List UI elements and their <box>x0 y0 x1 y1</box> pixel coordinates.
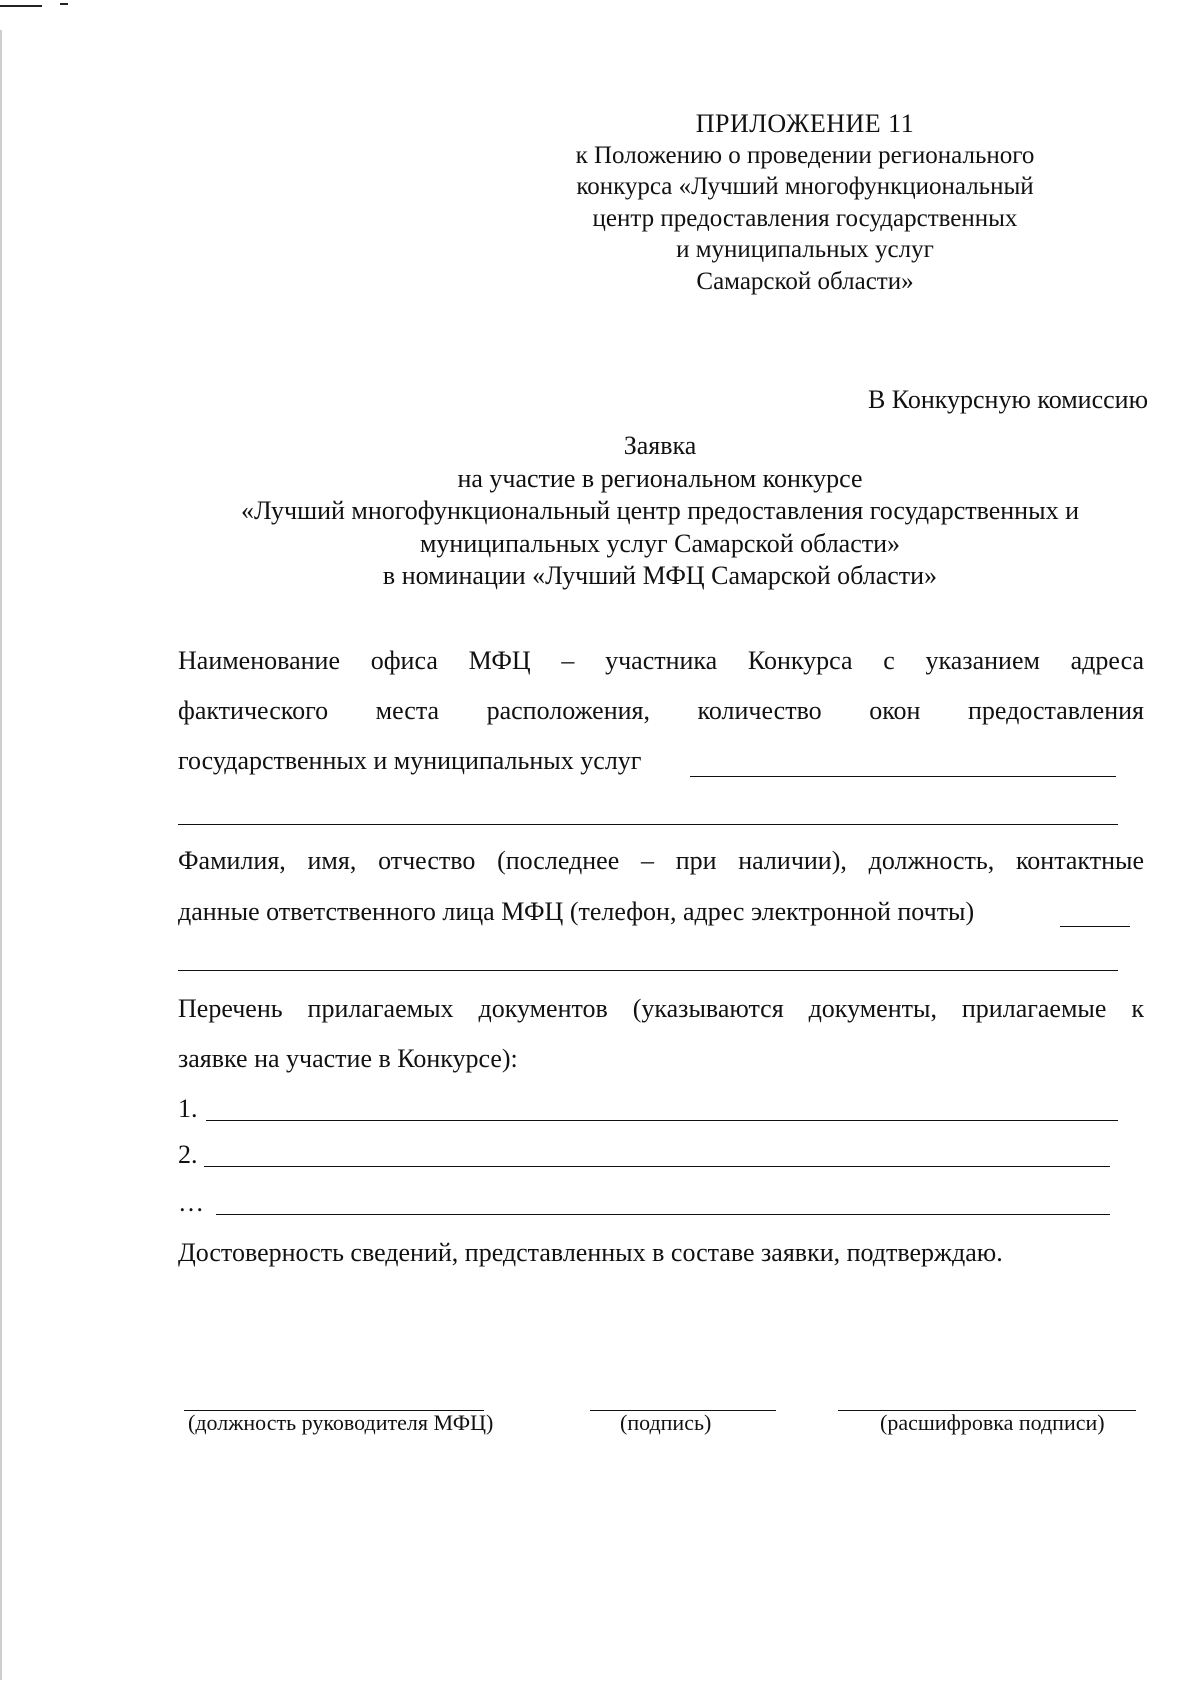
office-input-line-2[interactable] <box>178 824 1118 825</box>
responsible-input-line[interactable] <box>1060 926 1130 927</box>
office-input-line[interactable] <box>690 776 1116 777</box>
documents-field-line-2: заявке на участие в Конкурсе): <box>178 1044 518 1073</box>
scan-artifact <box>60 3 68 5</box>
position-caption: (должность руководителя МФЦ) <box>188 1410 494 1435</box>
appendix-title: ПРИЛОЖЕНИЕ 11 <box>695 109 915 138</box>
document-item-number: 2. <box>178 1140 198 1169</box>
application-line: «Лучший многофункциональный центр предоставления государственных и <box>241 496 1079 525</box>
appendix-line: и муниципальных услуг <box>676 236 934 263</box>
document-item-number: 1. <box>178 1094 198 1123</box>
appendix-header <box>520 108 1090 297</box>
scan-artifact <box>0 5 42 7</box>
responsible-field-line-2: данные ответственного лица МФЦ (телефон, адрес электронной почты) <box>178 897 975 926</box>
responsible-input-line-2[interactable] <box>178 970 1118 971</box>
decoding-caption: (расшифровка подписи) <box>880 1410 1105 1435</box>
addressee: В Конкурсную комиссию <box>867 385 1148 414</box>
document-item-input-line[interactable] <box>206 1120 1118 1121</box>
document-item-input-line[interactable] <box>204 1166 1110 1167</box>
application-line: муниципальных услуг Самарской области» <box>419 528 901 558</box>
appendix-line: центр предоставления государственных <box>592 204 1018 232</box>
application-line: в номинации «Лучший МФЦ Самарской области» <box>382 561 938 590</box>
document-item-input-line[interactable] <box>216 1214 1110 1215</box>
appendix-line: к Положению о проведении регионального <box>575 141 1035 169</box>
confirmation-text: Достоверность сведений, представленных в составе заявки, подтверждаю. <box>178 1238 1003 1267</box>
office-field-line-1: Наименование офиса МФЦ – участника Конкурса с указанием адреса <box>178 646 1144 675</box>
application-line: на участие в региональном конкурсе <box>457 463 863 493</box>
responsible-field-line-1: Фамилия, имя, отчество (последнее – при наличии), должность, контактные <box>178 846 1144 875</box>
office-field-line-2: фактического места расположения, количество окон предоставления <box>178 696 1144 725</box>
signature-caption: (подпись) <box>620 1410 712 1435</box>
application-title: Заявка <box>623 431 697 460</box>
appendix-line: Самарской области» <box>696 267 914 295</box>
appendix-line: конкурса «Лучший многофункциональный <box>576 173 1034 200</box>
application-heading <box>170 430 1150 593</box>
document-item-ellipsis: … <box>178 1188 204 1217</box>
scan-edge <box>0 30 2 1680</box>
documents-field-line-1: Перечень прилагаемых документов (указываются документы, прилагаемые к <box>178 994 1144 1023</box>
office-field-line-3: государственных и муниципальных услуг <box>178 746 642 775</box>
